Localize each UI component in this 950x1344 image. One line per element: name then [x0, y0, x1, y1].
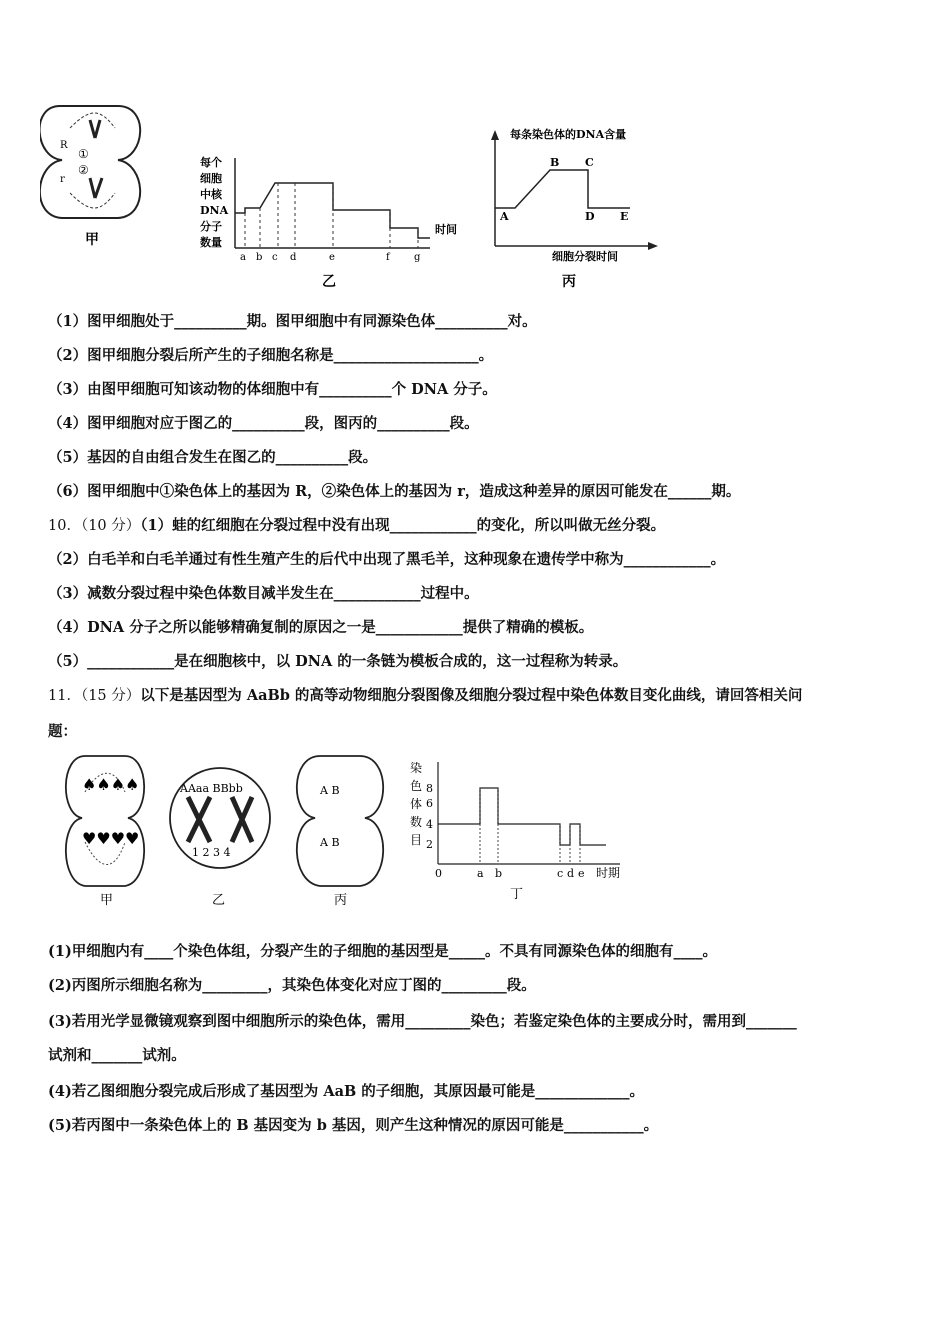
ding-xtick-c: c: [557, 867, 564, 880]
caption-yi-top: 乙: [322, 274, 336, 290]
svg-text:♠♠♠♠: ♠♠♠♠: [82, 775, 140, 794]
q11-line-2: (2)丙图所示细胞名称为_________，其染色体变化对应丁图的_________段。: [48, 977, 536, 994]
q11-line-1: (1)甲细胞内有____个染色体组，分裂产生的子细胞的基因型是_____。不具有同源染色体的细胞有____。: [48, 943, 718, 960]
ding-ytick-4: 4: [426, 818, 433, 831]
yi-tick-f: f: [386, 252, 390, 263]
q11-intro-2: 题：: [48, 723, 77, 740]
bing-point-d: D: [585, 210, 595, 223]
q9-line-5: （5）基因的自由组合发生在图乙的__________段。: [48, 449, 378, 466]
yi-ylabel-2: 细胞: [200, 172, 222, 185]
q11-intro-text: 以下是基因型为 AaBb 的高等动物细胞分裂图像及细胞分裂过程中染色体数目变化曲线，请回答相关问: [140, 687, 803, 704]
q10-line-1: [48, 516, 665, 536]
yi-ylabel-6: 数量: [200, 236, 222, 249]
caption-jia-bottom: 甲: [100, 893, 114, 908]
figure-top: [40, 98, 670, 294]
ding-ylabel-5: 目: [410, 833, 423, 847]
ding-ytick-2: 2: [426, 838, 433, 851]
ding-ylabel-3: 体: [410, 797, 423, 811]
yi-tick-d: d: [290, 252, 297, 263]
bing-ylabel: 每条染色体的DNA含量: [510, 128, 627, 141]
q9-line-6: （6）图甲细胞中①染色体上的基因为 R，②染色体上的基因为 r，造成这种差异的原因可能发在______期。: [48, 483, 741, 500]
q11-line-4: (4)若乙图细胞分裂完成后形成了基因型为 AaB 的子细胞，其原因最可能是_____________。: [48, 1083, 645, 1100]
yi-tick-g: g: [414, 252, 421, 263]
yi-xlabel: 时间: [435, 223, 457, 236]
ding-ytick-8: 8: [426, 782, 433, 795]
circle-two: ②: [78, 163, 89, 177]
caption-bing-bottom: 丙: [334, 893, 348, 908]
yi-ylabel-1: 每个: [200, 156, 222, 169]
q9-line-3: （3）由图甲细胞可知该动物的体细胞中有__________个 DNA 分子。: [48, 381, 497, 398]
q10-line-4: （4）DNA 分子之所以能够精确复制的原因之一是____________提供了精确的模板。: [48, 619, 594, 636]
q9-line-1: （1）图甲细胞处于__________期。图甲细胞中有同源染色体__________对。: [48, 313, 537, 330]
ding-xtick-b: b: [495, 867, 503, 880]
label-r-lower: r: [60, 174, 65, 185]
ding-ytick-6: 6: [426, 797, 433, 810]
caption-ding: 丁: [510, 887, 524, 902]
q9-line-2: （2）图甲细胞分裂后所产生的子细胞名称是____________________。: [48, 347, 494, 364]
ding-ylabel-4: 数: [410, 815, 423, 829]
cell-jia-bottom: [66, 756, 144, 908]
bing-point-e: E: [620, 210, 629, 223]
yi-tick-b: b: [256, 252, 263, 263]
q10-line-2: （2）白毛羊和白毛羊通过有性生殖产生的后代中出现了黑毛羊，这种现象在遗传学中称为____________。: [48, 551, 726, 568]
ding-xtick-e: e: [578, 867, 585, 880]
ding-origin: 0: [435, 867, 442, 880]
q11-line-3b: 试剂和_______试剂。: [48, 1047, 186, 1064]
q10-line-3: （3）减数分裂过程中染色体数目减半发生在____________过程中。: [48, 585, 479, 602]
ding-xtick-a: a: [477, 867, 484, 880]
caption-yi-bottom: 乙: [212, 893, 226, 908]
cell-jia-top: [40, 106, 140, 248]
yi-tick-e: e: [329, 252, 335, 263]
ding-xlabel: 时期: [596, 866, 621, 880]
label-r-upper: R: [60, 140, 68, 151]
yi-ylabel-4: DNA: [200, 204, 229, 217]
q9-line-4: （4）图甲细胞对应于图乙的__________段，图丙的__________段。: [48, 415, 479, 432]
bing-xlabel: 细胞分裂时间: [552, 250, 618, 263]
q10-line-5: （5）____________是在细胞核中，以 DNA 的一条链为模板合成的，这一过程称为转录。: [48, 653, 628, 670]
q11-intro: [48, 686, 802, 706]
q11-line-5: (5)若丙图中一条染色体上的 B 基因变为 b 基因，则产生这种情况的原因可能是___________。: [48, 1117, 659, 1134]
figure-bottom: [60, 752, 660, 912]
q11-line-3: (3)若用光学显微镜观察到图中细胞所示的染色体，需用_________染色；若鉴定染色体的主要成分时，需用到_______: [48, 1013, 797, 1030]
yi-ylabel-5: 分子: [200, 220, 222, 233]
caption-bing-top: 丙: [562, 274, 576, 290]
bing-point-c: C: [585, 156, 594, 169]
bing-point-a: A: [500, 210, 509, 223]
yi-tick-c: c: [272, 252, 278, 263]
chart-ding: [410, 760, 620, 902]
ding-ylabel-2: 色: [410, 779, 423, 793]
svg-text:♥♥♥♥: ♥♥♥♥: [82, 829, 140, 848]
cell-bing-bottom: [297, 756, 383, 908]
chart-bing: [491, 127, 658, 290]
ding-ylabel-1: 染: [410, 761, 423, 775]
yi-genes: AAaa BBbb: [180, 782, 243, 795]
ding-xtick-d: d: [567, 867, 575, 880]
chart-yi: [200, 155, 457, 290]
caption-jia-top: 甲: [85, 232, 99, 248]
q10-line-1-text: （1）蛙的红细胞在分裂过程中没有出现____________的变化，所以叫做无丝分裂。: [140, 517, 666, 534]
cell-yi-bottom: [170, 768, 270, 908]
bing-top-genes: A B: [320, 784, 340, 797]
yi-ylabel-3: 中核: [200, 188, 222, 201]
yi-tick-a: a: [240, 252, 246, 263]
bing-bot-genes: A B: [320, 836, 340, 849]
q11-number: 11．（15 分）: [48, 688, 141, 704]
q10-number: 10．（10 分）: [48, 518, 141, 534]
circle-one: ①: [78, 147, 89, 161]
bing-point-b: B: [550, 156, 560, 169]
yi-nums: 1 2 3 4: [192, 846, 231, 859]
